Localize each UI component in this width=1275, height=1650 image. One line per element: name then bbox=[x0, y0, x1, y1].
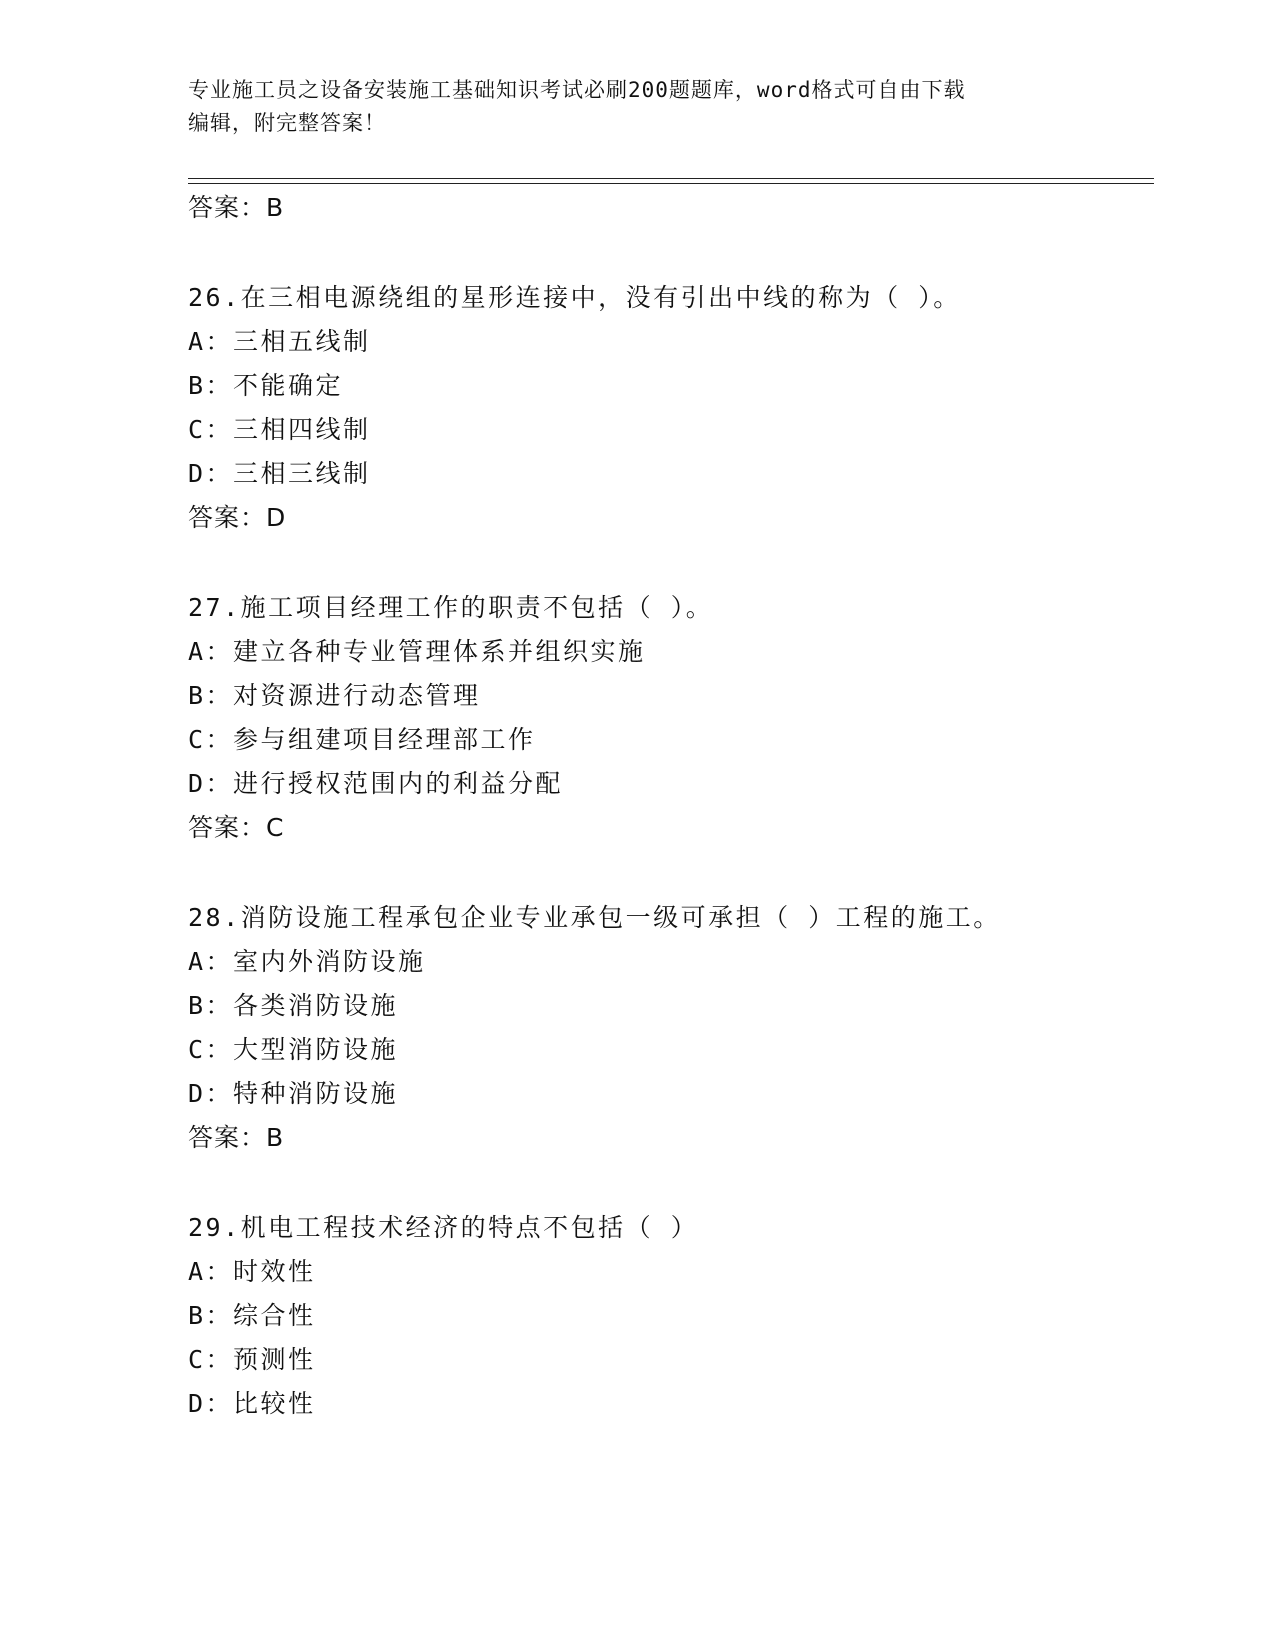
question-27-option-c: C：参与组建项目经理部工作 bbox=[188, 725, 536, 754]
question-27-stem: 27.施工项目经理工作的职责不包括（ ）。 bbox=[188, 593, 714, 622]
question-27-option-d: D：进行授权范围内的利益分配 bbox=[188, 769, 564, 798]
question-26-stem: 26.在三相电源绕组的星形连接中，没有引出中线的称为（ ）。 bbox=[188, 283, 961, 312]
answer-previous: 答案：B bbox=[188, 193, 285, 222]
question-28-option-c: C：大型消防设施 bbox=[188, 1035, 399, 1064]
header-divider-bottom bbox=[188, 183, 1154, 184]
question-29-option-a: A：时效性 bbox=[188, 1257, 316, 1286]
question-26-option-d: D：三相三线制 bbox=[188, 459, 371, 488]
question-28-option-d: D：特种消防设施 bbox=[188, 1079, 399, 1108]
question-28-option-b: B：各类消防设施 bbox=[188, 991, 399, 1020]
header-divider-top bbox=[188, 178, 1154, 179]
question-27-option-b: B：对资源进行动态管理 bbox=[188, 681, 481, 710]
document-header bbox=[188, 74, 1088, 140]
question-29-stem: 29.机电工程技术经济的特点不包括（ ） bbox=[188, 1213, 699, 1242]
question-28-answer: 答案：B bbox=[188, 1123, 285, 1152]
question-26-option-b: B：不能确定 bbox=[188, 371, 344, 400]
question-26-option-c: C：三相四线制 bbox=[188, 415, 371, 444]
question-28-option-a: A：室内外消防设施 bbox=[188, 947, 426, 976]
question-29-option-b: B：综合性 bbox=[188, 1301, 316, 1330]
question-27-option-a: A：建立各种专业管理体系并组织实施 bbox=[188, 637, 646, 666]
question-26-option-a: A：三相五线制 bbox=[188, 327, 371, 356]
header-line-1: 专业施工员之设备安装施工基础知识考试必刷200题题库，word格式可自由下载 bbox=[188, 78, 966, 102]
question-29-option-d: D：比较性 bbox=[188, 1389, 316, 1418]
question-29-option-c: C：预测性 bbox=[188, 1345, 316, 1374]
question-27-answer: 答案：C bbox=[188, 813, 285, 842]
question-28-stem: 28.消防设施工程承包企业专业承包一级可承担（ ）工程的施工。 bbox=[188, 903, 1001, 932]
question-26-answer: 答案：D bbox=[188, 503, 287, 532]
header-line-2: 编辑，附完整答案！ bbox=[188, 111, 386, 135]
